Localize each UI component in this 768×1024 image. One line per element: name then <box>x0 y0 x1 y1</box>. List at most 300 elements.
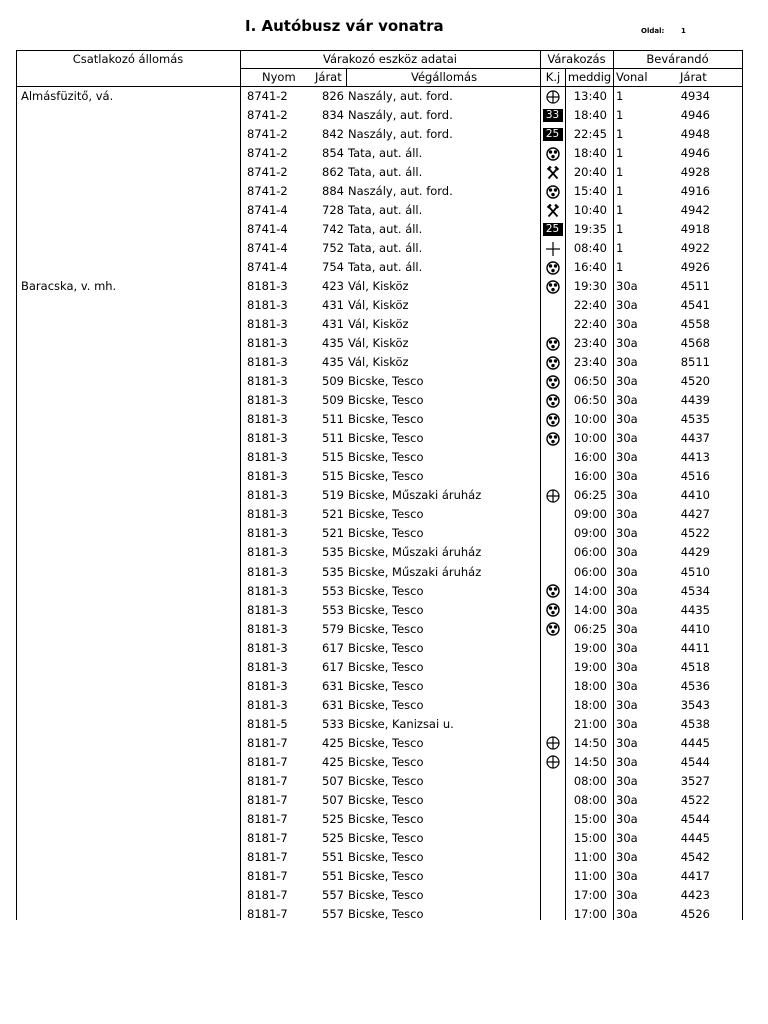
table-row <box>0 220 768 239</box>
table-row <box>0 829 768 848</box>
row-meddig: 14:00 <box>573 583 607 598</box>
table-row <box>0 315 768 334</box>
row-meddig: 16:40 <box>573 260 607 275</box>
row-nyom: 8181-7 <box>247 792 288 807</box>
row-bev-jarat: 4948 <box>680 127 710 142</box>
row-bev-jarat: 4423 <box>680 887 710 902</box>
table-row <box>0 372 768 391</box>
row-meddig: 20:40 <box>573 165 607 180</box>
row-nyom: 8181-3 <box>247 431 288 446</box>
row-kj <box>542 753 563 772</box>
table-row <box>0 867 768 886</box>
row-vonal: 30a <box>616 431 638 446</box>
row-jarat: 557 <box>322 906 344 921</box>
row-kj <box>542 391 563 410</box>
row-vonal: 30a <box>616 374 638 389</box>
header-meddig: meddig <box>567 70 612 84</box>
row-nyom: 8181-3 <box>247 659 288 674</box>
row-vonal: 1 <box>616 222 624 237</box>
row-bev-jarat: 4535 <box>680 412 710 427</box>
row-nyom: 8181-7 <box>247 868 288 883</box>
row-bev-jarat: 4918 <box>680 222 710 237</box>
row-jarat: 728 <box>322 203 344 218</box>
row-bev-jarat: 4518 <box>680 659 710 674</box>
row-nyom: 8181-3 <box>247 317 288 332</box>
row-vonal: 1 <box>616 260 624 275</box>
table-row <box>0 277 768 296</box>
row-jarat: 423 <box>322 279 344 294</box>
row-meddig: 18:00 <box>573 697 607 712</box>
row-nyom: 8181-7 <box>247 754 288 769</box>
row-vegallomas: Bicske, Tesco <box>348 393 424 408</box>
header-jarat: Járat <box>315 70 342 84</box>
row-bev-jarat: 4510 <box>680 564 710 579</box>
row-vegallomas: Bicske, Tesco <box>348 754 424 769</box>
row-vegallomas: Bicske, Tesco <box>348 868 424 883</box>
row-bev-jarat: 4942 <box>680 203 710 218</box>
row-vonal: 1 <box>616 108 624 123</box>
row-meddig: 09:00 <box>573 526 607 541</box>
header-mid-rule <box>240 68 743 69</box>
row-kj <box>542 639 563 658</box>
ball-icon <box>546 584 560 598</box>
row-jarat: 834 <box>322 108 344 123</box>
row-vegallomas: Bicske, Tesco <box>348 678 424 693</box>
row-vonal: 30a <box>616 336 638 351</box>
row-jarat: 525 <box>322 811 344 826</box>
row-vonal: 30a <box>616 659 638 674</box>
ball-icon <box>546 356 560 370</box>
ball-icon <box>546 603 560 617</box>
row-meddig: 06:50 <box>573 393 607 408</box>
row-bev-jarat: 4445 <box>680 830 710 845</box>
row-kj <box>542 315 563 334</box>
row-bev-jarat: 4568 <box>680 336 710 351</box>
row-vonal: 30a <box>616 279 638 294</box>
row-bev-jarat: 4916 <box>680 184 710 199</box>
row-kj <box>542 867 563 886</box>
row-vegallomas: Bicske, Műszaki áruház <box>348 545 482 560</box>
row-nyom: 8181-3 <box>247 697 288 712</box>
circle-cross-icon <box>546 755 560 769</box>
header-awaited-group: Bevárandó <box>646 52 709 66</box>
row-jarat: 579 <box>322 621 344 636</box>
row-jarat: 511 <box>322 431 344 446</box>
row-kj <box>542 144 563 163</box>
row-jarat: 752 <box>322 241 344 256</box>
row-kj <box>542 334 563 353</box>
row-vegallomas: Bicske, Tesco <box>348 830 424 845</box>
row-vegallomas: Bicske, Tesco <box>348 621 424 636</box>
row-kj <box>542 353 563 372</box>
circle-cross-icon <box>546 736 560 750</box>
row-kj <box>542 829 563 848</box>
table-row <box>0 848 768 867</box>
row-vonal: 1 <box>616 146 624 161</box>
row-jarat: 742 <box>322 222 344 237</box>
row-kj <box>542 258 563 277</box>
row-kj <box>542 905 563 924</box>
row-meddig: 11:00 <box>573 849 607 864</box>
row-jarat: 617 <box>322 640 344 655</box>
table-row <box>0 620 768 639</box>
row-vegallomas: Vál, Kisköz <box>348 317 409 332</box>
row-meddig: 22:40 <box>573 298 607 313</box>
row-meddig: 21:00 <box>573 716 607 731</box>
row-meddig: 10:40 <box>573 203 607 218</box>
row-meddig: 23:40 <box>573 355 607 370</box>
row-nyom: 8181-3 <box>247 450 288 465</box>
circle-cross-icon <box>546 489 560 503</box>
row-bev-jarat: 4435 <box>680 602 710 617</box>
circle-cross-icon <box>546 90 560 104</box>
row-jarat: 509 <box>322 393 344 408</box>
ball-icon <box>546 432 560 446</box>
table-row <box>0 715 768 734</box>
header-vonal: Vonal <box>616 70 648 84</box>
page-number-label: Oldal: <box>641 27 665 35</box>
row-vegallomas: Tata, aut. áll. <box>348 146 423 161</box>
row-vonal: 30a <box>616 450 638 465</box>
row-kj <box>542 296 563 315</box>
row-bev-jarat: 4544 <box>680 811 710 826</box>
row-vonal: 30a <box>616 811 638 826</box>
row-bev-jarat: 4413 <box>680 450 710 465</box>
row-kj <box>542 220 563 239</box>
row-kj <box>542 715 563 734</box>
row-bev-jarat: 8511 <box>680 355 710 370</box>
row-jarat: 826 <box>322 89 344 103</box>
row-kj <box>542 486 563 505</box>
row-vonal: 30a <box>616 393 638 408</box>
kj-number-badge: 33 <box>543 109 563 122</box>
row-bev-jarat: 4516 <box>680 469 710 484</box>
row-meddig: 09:00 <box>573 507 607 522</box>
row-meddig: 06:50 <box>573 374 607 389</box>
table-row <box>0 601 768 620</box>
row-vonal: 1 <box>616 184 624 199</box>
row-jarat: 535 <box>322 545 344 560</box>
row-bev-jarat: 3543 <box>680 697 710 712</box>
row-jarat: 854 <box>322 146 344 161</box>
row-vegallomas: Vál, Kisköz <box>348 298 409 313</box>
row-station: Almásfüzitő, vá. <box>21 89 114 103</box>
row-meddig: 16:00 <box>573 450 607 465</box>
kj-number-badge: 25 <box>543 223 563 236</box>
row-vonal: 30a <box>616 621 638 636</box>
row-vonal: 1 <box>616 89 624 103</box>
row-nyom: 8741-4 <box>247 203 288 218</box>
row-bev-jarat: 4536 <box>680 678 710 693</box>
table-row <box>0 772 768 791</box>
row-vonal: 30a <box>616 507 638 522</box>
row-vegallomas: Tata, aut. áll. <box>348 203 423 218</box>
table-row <box>0 467 768 486</box>
row-vegallomas: Tata, aut. áll. <box>348 260 423 275</box>
row-jarat: 431 <box>322 317 344 332</box>
row-kj <box>542 848 563 867</box>
row-nyom: 8181-7 <box>247 830 288 845</box>
row-bev-jarat: 3527 <box>680 773 710 788</box>
row-meddig: 13:40 <box>573 89 607 103</box>
table-row <box>0 905 768 924</box>
row-nyom: 8181-3 <box>247 355 288 370</box>
row-bev-jarat: 4437 <box>680 431 710 446</box>
row-vonal: 30a <box>616 298 638 313</box>
row-vegallomas: Bicske, Kanizsai u. <box>348 716 454 731</box>
row-nyom: 8741-2 <box>247 184 288 199</box>
row-jarat: 884 <box>322 184 344 199</box>
header-vegallomas: Végállomás <box>411 70 478 84</box>
row-vegallomas: Bicske, Tesco <box>348 792 424 807</box>
row-nyom: 8181-3 <box>247 526 288 541</box>
row-bev-jarat: 4526 <box>680 906 710 921</box>
row-kj <box>542 201 563 220</box>
row-jarat: 521 <box>322 526 344 541</box>
row-meddig: 18:40 <box>573 146 607 161</box>
row-meddig: 23:40 <box>573 336 607 351</box>
row-jarat: 515 <box>322 450 344 465</box>
row-vegallomas: Bicske, Tesco <box>348 697 424 712</box>
row-meddig: 06:00 <box>573 545 607 560</box>
row-vegallomas: Bicske, Tesco <box>348 526 424 541</box>
table-row <box>0 144 768 163</box>
row-kj <box>542 182 563 201</box>
row-vonal: 1 <box>616 203 624 218</box>
row-nyom: 8181-3 <box>247 507 288 522</box>
row-kj <box>542 87 563 106</box>
row-bev-jarat: 4410 <box>680 621 710 636</box>
table-row <box>0 239 768 258</box>
row-jarat: 435 <box>322 355 344 370</box>
row-kj <box>542 810 563 829</box>
row-kj <box>542 601 563 620</box>
table-row <box>0 429 768 448</box>
row-jarat: 553 <box>322 583 344 598</box>
table-row <box>0 410 768 429</box>
row-vegallomas: Tata, aut. áll. <box>348 241 423 256</box>
row-vonal: 30a <box>616 412 638 427</box>
row-vegallomas: Bicske, Tesco <box>348 773 424 788</box>
row-bev-jarat: 4558 <box>680 317 710 332</box>
row-jarat: 525 <box>322 830 344 845</box>
row-jarat: 515 <box>322 469 344 484</box>
row-bev-jarat: 4934 <box>680 89 710 103</box>
row-bev-jarat: 4417 <box>680 868 710 883</box>
row-station: Baracska, v. mh. <box>21 279 117 294</box>
row-kj <box>542 734 563 753</box>
row-vonal: 1 <box>616 127 624 142</box>
table-row <box>0 106 768 125</box>
header-bev-jarat: Járat <box>680 70 707 84</box>
hdr-divider-jarat <box>346 68 347 86</box>
row-vegallomas: Naszály, aut. ford. <box>348 184 453 199</box>
row-jarat: 862 <box>322 165 344 180</box>
row-meddig: 08:40 <box>573 241 607 256</box>
row-vonal: 30a <box>616 773 638 788</box>
row-vegallomas: Bicske, Tesco <box>348 906 424 921</box>
row-vonal: 30a <box>616 716 638 731</box>
row-meddig: 19:35 <box>573 222 607 237</box>
row-meddig: 19:00 <box>573 640 607 655</box>
row-vonal: 30a <box>616 640 638 655</box>
page-number-value: 1 <box>681 27 686 35</box>
row-nyom: 8181-7 <box>247 906 288 921</box>
row-kj <box>542 239 563 258</box>
row-nyom: 8181-3 <box>247 640 288 655</box>
row-nyom: 8741-4 <box>247 241 288 256</box>
row-bev-jarat: 4544 <box>680 754 710 769</box>
row-jarat: 425 <box>322 754 344 769</box>
row-vonal: 30a <box>616 678 638 693</box>
row-kj <box>542 620 563 639</box>
row-jarat: 425 <box>322 735 344 750</box>
table-row <box>0 524 768 543</box>
row-vonal: 30a <box>616 564 638 579</box>
table-row <box>0 296 768 315</box>
row-bev-jarat: 4538 <box>680 716 710 731</box>
table-row <box>0 734 768 753</box>
row-nyom: 8181-3 <box>247 602 288 617</box>
page-title: I. Autóbusz vár vonatra <box>245 17 444 35</box>
row-vonal: 30a <box>616 887 638 902</box>
header-waiting-group: Várakozás <box>547 52 606 66</box>
row-vegallomas: Naszály, aut. ford. <box>348 127 453 142</box>
row-bev-jarat: 4411 <box>680 640 710 655</box>
row-vegallomas: Bicske, Tesco <box>348 450 424 465</box>
row-nyom: 8181-7 <box>247 887 288 902</box>
row-meddig: 16:00 <box>573 469 607 484</box>
row-vegallomas: Bicske, Tesco <box>348 583 424 598</box>
row-kj <box>542 563 563 582</box>
row-meddig: 22:40 <box>573 317 607 332</box>
row-meddig: 22:45 <box>573 127 607 142</box>
row-nyom: 8181-3 <box>247 279 288 294</box>
row-jarat: 535 <box>322 564 344 579</box>
row-jarat: 511 <box>322 412 344 427</box>
row-jarat: 519 <box>322 488 344 503</box>
ball-icon <box>546 280 560 294</box>
row-kj <box>542 772 563 791</box>
row-jarat: 557 <box>322 887 344 902</box>
row-bev-jarat: 4922 <box>680 241 710 256</box>
row-vonal: 30a <box>616 602 638 617</box>
row-jarat: 533 <box>322 716 344 731</box>
row-jarat: 551 <box>322 849 344 864</box>
row-nyom: 8741-2 <box>247 146 288 161</box>
row-bev-jarat: 4410 <box>680 488 710 503</box>
row-nyom: 8181-7 <box>247 849 288 864</box>
table-row <box>0 696 768 715</box>
row-vonal: 30a <box>616 849 638 864</box>
table-row <box>0 353 768 372</box>
row-kj <box>542 277 563 296</box>
row-meddig: 19:00 <box>573 659 607 674</box>
table-row <box>0 201 768 220</box>
row-vegallomas: Vál, Kisköz <box>348 279 409 294</box>
row-nyom: 8181-3 <box>247 412 288 427</box>
header-kj: K.j <box>545 70 561 84</box>
row-meddig: 18:00 <box>573 678 607 693</box>
row-vonal: 30a <box>616 868 638 883</box>
table-row <box>0 543 768 562</box>
row-vegallomas: Vál, Kisköz <box>348 336 409 351</box>
row-vonal: 30a <box>616 488 638 503</box>
table-row <box>0 810 768 829</box>
row-bev-jarat: 4946 <box>680 108 710 123</box>
row-meddig: 08:00 <box>573 792 607 807</box>
row-bev-jarat: 4429 <box>680 545 710 560</box>
row-vegallomas: Bicske, Tesco <box>348 431 424 446</box>
row-jarat: 842 <box>322 127 344 142</box>
cross-icon <box>546 242 560 256</box>
table-row <box>0 448 768 467</box>
row-jarat: 631 <box>322 678 344 693</box>
ball-icon <box>546 185 560 199</box>
row-meddig: 08:00 <box>573 773 607 788</box>
row-nyom: 8741-2 <box>247 127 288 142</box>
row-bev-jarat: 4926 <box>680 260 710 275</box>
row-vonal: 30a <box>616 830 638 845</box>
row-vegallomas: Naszály, aut. ford. <box>348 108 453 123</box>
row-nyom: 8181-5 <box>247 716 288 731</box>
table-row <box>0 505 768 524</box>
row-vonal: 30a <box>616 792 638 807</box>
row-kj <box>542 886 563 905</box>
row-vegallomas: Bicske, Műszaki áruház <box>348 564 482 579</box>
row-jarat: 507 <box>322 773 344 788</box>
ball-icon <box>546 622 560 636</box>
table-row <box>0 182 768 201</box>
row-meddig: 14:00 <box>573 602 607 617</box>
row-vonal: 30a <box>616 735 638 750</box>
row-kj <box>542 106 563 125</box>
row-vegallomas: Bicske, Műszaki áruház <box>348 488 482 503</box>
row-nyom: 8741-2 <box>247 165 288 180</box>
header-nyom: Nyom <box>262 70 296 84</box>
row-meddig: 06:25 <box>573 621 607 636</box>
row-jarat: 507 <box>322 792 344 807</box>
row-vonal: 30a <box>616 355 638 370</box>
row-bev-jarat: 4511 <box>680 279 710 294</box>
row-kj <box>542 677 563 696</box>
row-kj <box>542 524 563 543</box>
row-vegallomas: Bicske, Tesco <box>348 640 424 655</box>
row-vonal: 30a <box>616 545 638 560</box>
row-meddig: 11:00 <box>573 868 607 883</box>
row-vegallomas: Bicske, Tesco <box>348 412 424 427</box>
row-meddig: 18:40 <box>573 108 607 123</box>
row-bev-jarat: 4534 <box>680 583 710 598</box>
row-meddig: 19:30 <box>573 279 607 294</box>
row-nyom: 8181-3 <box>247 564 288 579</box>
row-vegallomas: Bicske, Tesco <box>348 887 424 902</box>
row-kj <box>542 658 563 677</box>
table-row <box>0 753 768 772</box>
table-row <box>0 582 768 601</box>
row-nyom: 8181-3 <box>247 469 288 484</box>
row-bev-jarat: 4427 <box>680 507 710 522</box>
row-vegallomas: Tata, aut. áll. <box>348 165 423 180</box>
table-row <box>0 658 768 677</box>
row-kj <box>542 410 563 429</box>
row-jarat: 431 <box>322 298 344 313</box>
row-meddig: 15:00 <box>573 811 607 826</box>
row-vegallomas: Tata, aut. áll. <box>348 222 423 237</box>
row-vegallomas: Bicske, Tesco <box>348 849 424 864</box>
hammers-icon <box>546 166 560 180</box>
row-kj <box>542 791 563 810</box>
